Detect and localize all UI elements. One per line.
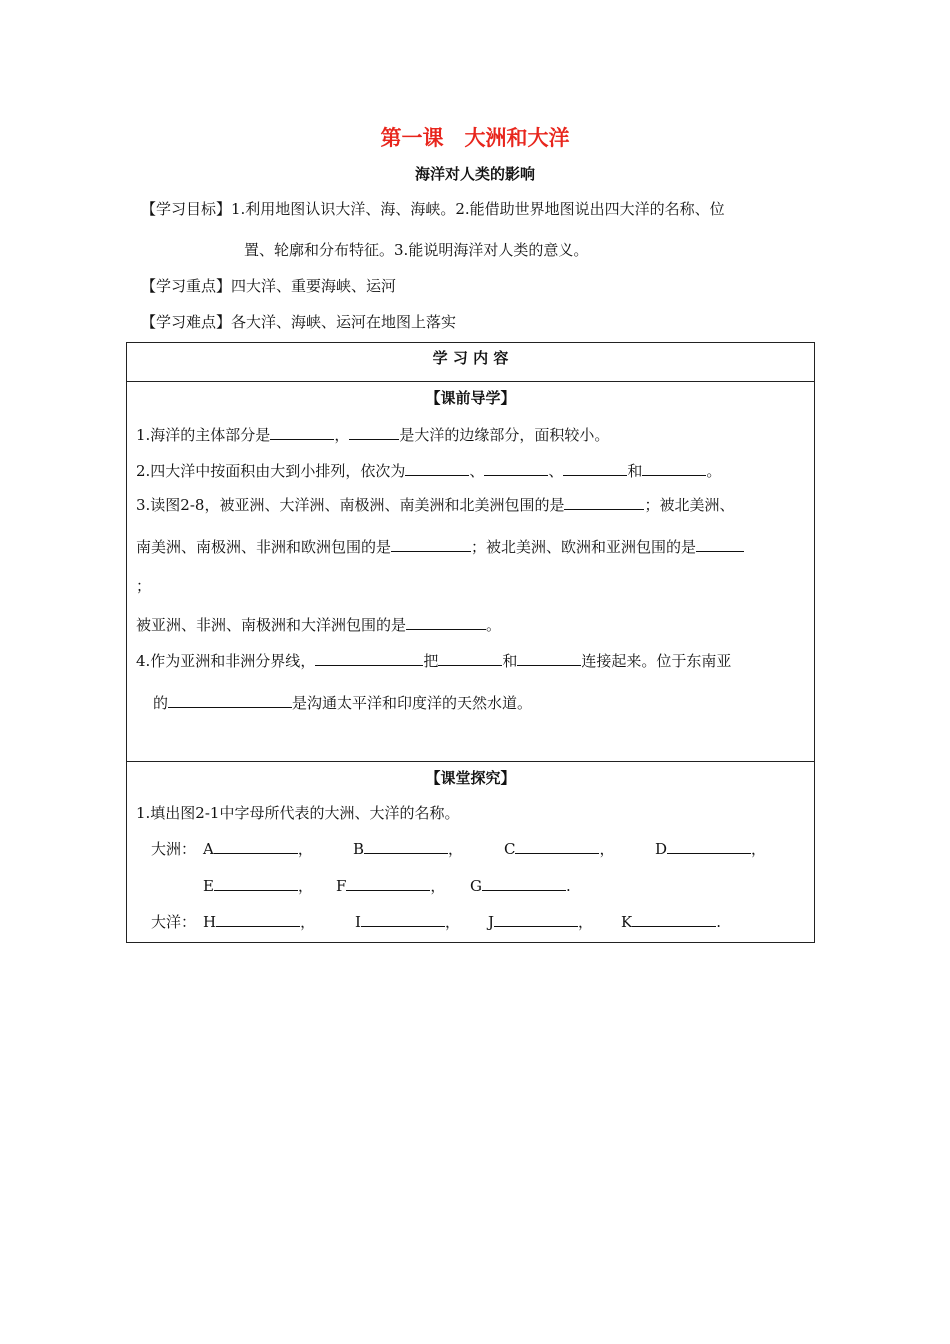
preview-question-4-line2 bbox=[153, 692, 532, 713]
continent-blank-b[interactable]: B ， bbox=[353, 840, 464, 858]
continent-blank-g[interactable]: G . bbox=[470, 877, 571, 895]
answer-blank[interactable] bbox=[391, 536, 471, 552]
answer-blank[interactable] bbox=[564, 494, 644, 510]
continent-blank-e[interactable]: E ， bbox=[203, 877, 313, 895]
question-text: 是大洋的边缘部分，面积较小。 bbox=[399, 426, 610, 444]
question-text: 2.四大洋中按面积由大到小排列，依次为 bbox=[136, 462, 406, 480]
question-text: ， bbox=[334, 426, 350, 444]
study-content-table bbox=[126, 342, 815, 943]
question-text: 和 bbox=[627, 462, 643, 480]
answer-blank[interactable] bbox=[517, 650, 581, 666]
preview-question-4-line1 bbox=[136, 650, 731, 671]
question-text: 4.作为亚洲和非洲分界线， bbox=[136, 652, 316, 670]
question-text: 的 bbox=[153, 694, 169, 712]
answer-blank[interactable] bbox=[349, 424, 399, 440]
preview-question-1 bbox=[136, 424, 609, 445]
question-text: ；被北美洲、欧洲和亚洲包围的是 bbox=[471, 538, 697, 556]
answer-blank[interactable] bbox=[438, 650, 502, 666]
continents-label: 大洲： bbox=[151, 840, 197, 858]
ocean-blank-j[interactable]: J ， bbox=[488, 913, 594, 931]
answer-blank[interactable] bbox=[405, 460, 469, 476]
answer-blank[interactable] bbox=[642, 460, 706, 476]
ocean-blank-k[interactable]: K . bbox=[621, 913, 721, 931]
continent-blank-a[interactable]: A ， bbox=[203, 840, 313, 858]
question-text: 1.海洋的主体部分是 bbox=[136, 426, 271, 444]
difficult-points: 【学习难点】各大洋、海峡、运河在地图上落实 bbox=[141, 313, 457, 331]
question-text: 。 bbox=[706, 462, 722, 480]
answer-blank[interactable] bbox=[484, 460, 548, 476]
answer-blank[interactable] bbox=[406, 614, 486, 630]
preview-heading: 【课前导学】 bbox=[425, 389, 516, 407]
continent-blank-d[interactable]: D ， bbox=[655, 840, 767, 858]
learning-objectives-line2: 置、轮廓和分布特征。3.能说明海洋对人类的意义。 bbox=[244, 241, 589, 259]
question-text: 、 bbox=[469, 462, 485, 480]
explore-section bbox=[127, 762, 815, 943]
answer-blank[interactable] bbox=[696, 536, 744, 552]
answer-blank[interactable] bbox=[270, 424, 334, 440]
preview-question-3-semicolon: ； bbox=[136, 577, 152, 595]
preview-question-2 bbox=[136, 460, 721, 481]
question-text: 。 bbox=[486, 616, 502, 634]
preview-question-3-line2 bbox=[136, 536, 744, 557]
preview-question-3-line1 bbox=[136, 494, 735, 515]
preview-question-3-line3 bbox=[136, 614, 501, 635]
page-subtitle: 海洋对人类的影响 bbox=[414, 165, 535, 183]
page-title: 第一课 大洲和大洋 bbox=[380, 126, 570, 150]
preview-section bbox=[127, 382, 815, 762]
continent-blank-c[interactable]: C ， bbox=[504, 840, 615, 858]
question-text: 、 bbox=[548, 462, 564, 480]
answer-blank[interactable] bbox=[168, 692, 292, 708]
oceans-label: 大洋： bbox=[151, 913, 197, 931]
answer-blank[interactable] bbox=[315, 650, 423, 666]
question-text: 南美洲、南极洲、非洲和欧洲包围的是 bbox=[136, 538, 392, 556]
answer-blank[interactable] bbox=[563, 460, 627, 476]
explore-heading: 【课堂探究】 bbox=[425, 769, 516, 787]
question-text: 连接起来。位于东南亚 bbox=[581, 652, 732, 670]
question-text: 3.读图2-8，被亚洲、大洋洲、南极洲、南美洲和北美洲包围的是 bbox=[136, 496, 565, 514]
question-text: 是沟通太平洋和印度洋的天然水道。 bbox=[292, 694, 533, 712]
table-header-cell bbox=[127, 343, 815, 382]
learning-objectives-line1: 【学习目标】1.利用地图认识大洋、海、海峡。2.能借助世界地图说出四大洋的名称、位 bbox=[141, 200, 725, 218]
key-points: 【学习重点】四大洋、重要海峡、运河 bbox=[141, 277, 397, 295]
ocean-blank-h[interactable]: H ， bbox=[203, 913, 316, 931]
table-header: 学 习 内 容 bbox=[432, 349, 509, 367]
question-text: 把 bbox=[423, 652, 439, 670]
explore-question-1: 1.填出图2-1中字母所代表的大洲、大洋的名称。 bbox=[136, 804, 460, 822]
question-text: 和 bbox=[502, 652, 518, 670]
continent-blank-f[interactable]: F ， bbox=[336, 877, 446, 895]
question-text: 被亚洲、非洲、南极洲和大洋洲包围的是 bbox=[136, 616, 407, 634]
question-text: ；被北美洲、 bbox=[644, 496, 735, 514]
ocean-blank-i[interactable]: I ， bbox=[355, 913, 460, 931]
